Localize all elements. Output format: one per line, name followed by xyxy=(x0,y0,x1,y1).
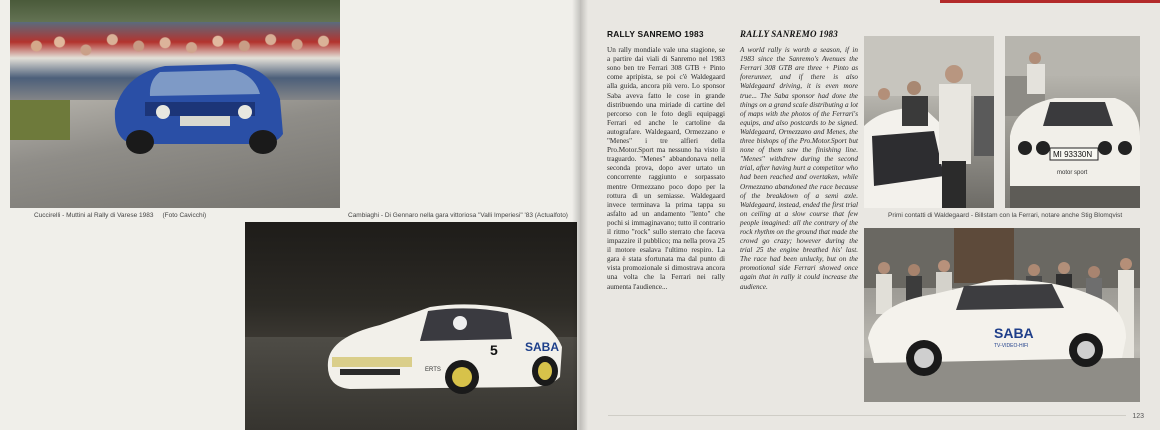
plate-text: MI 93330N xyxy=(1053,150,1093,159)
photo1-caption xyxy=(34,212,206,219)
photo2-caption: Cambiaghi - Di Gennaro nella gara vittoriosa "Valli Imperiesi" '83 (Actualfoto) xyxy=(348,212,568,219)
photo-waldegaard-group xyxy=(864,36,994,208)
car-sponsor-saba: SABA xyxy=(994,325,1034,341)
photo-blue-ferrari-varese xyxy=(10,0,340,208)
book-gutter xyxy=(572,0,588,430)
photo-ferrari-rear xyxy=(1005,36,1140,208)
car-sign-text: motor sport xyxy=(1057,170,1088,176)
top-red-strip xyxy=(940,0,1160,3)
blue-ferrari-car xyxy=(105,54,290,154)
group-scene xyxy=(864,36,994,208)
italian-text: Un rally mondiale vale una stagione, se a partire dai viali di Sanremo nel 1983 sono ben tre Ferrari 308 GTB + Pinto come apripista, se poi c'è Waldegaard alla guida, ancora più vero. Lo sponsor Saba aveva fatto le cose in grande distribuendo una miriade di cartine del percorso con le foto degli equipaggi Ferrari ed anche le cartoline da autografare. Waldegaard, Ormezzano e "Menes" i tre alfieri della Pro.Motor.Sport ma nessuno ha visto il traguardo. "Menes" abbandonava nella seconda prova, dopo aver urtato un concorrente raggiunto e sorpassato mentre Ormezzano poco dopo per la rottura di un semiasse. Waldegaard invece terminava la prima tappa su asfalto ad un andamento "lento" che pochi si immaginavano; tutto il contrario il ritmo "rock" sullo sterrato che faceva impazzire il pubblico; ma nella prova 25 il motore esalava l'ultimo respiro. La gara è stata sfortunata ma dal punto di vista promozionale si dimostrava ancora una volta che la Ferrari nei rally aumenta l'audience... xyxy=(607,46,725,291)
italian-column xyxy=(607,30,725,292)
photo1-caption-main: Cuccirelli - Muttini al Rally di Varese 1983 xyxy=(34,212,154,219)
ferrari-rear-scene xyxy=(1005,36,1140,208)
photo-white-ferrari-night xyxy=(245,222,577,430)
white-ferrari-saba-car xyxy=(320,277,570,402)
photo1-caption-credit: (Foto Cavicchi) xyxy=(162,212,207,219)
english-text: A world rally is worth a season, if in 1983 since the Sanremo's Avenues the Ferrari 308 GTB are three + Pinto as forerunner, and if there is also Waldegaard driving, it is even more true... The Saba sponsor had done the things on a grand scale distributing a lot of maps with the photos of the Ferrari's equips, and also postcards to be signed. Waldegaard, Ormezzano and Menes, the three bishops of the Pro.Motor.Sport but none of them saw the finishing line. "Menes" withdrew during the second trial, after having hurt a competitor who had been reached and overtaken, while Ormezzano abandoned the race because of the breakdown of a semi axle. Waldegaard, instead, ended the first trial on ceiling at a slow course that few people imagined: all the contrary of the rock rhythm on the ground that made the crowd go crazy; however during the trial 25 the engine breathed his' last. The race had been unlucky, but on the promotional side Ferrari showed once again that in rally it could increase the audience. xyxy=(740,46,858,291)
car-number-text: 5 xyxy=(490,342,498,358)
footer-rule xyxy=(608,415,1126,416)
car-sponsor2-text: ERTS xyxy=(425,367,441,373)
english-title: RALLY SANREMO 1983 xyxy=(740,29,838,39)
page-number: 123 xyxy=(1132,413,1144,420)
italian-title: RALLY SANREMO 1983 xyxy=(607,29,704,39)
crowd-car-scene xyxy=(864,228,1140,402)
car-sponsor-sub: TV-VIDEO-HIFI xyxy=(994,343,1029,349)
top-photos-caption: Primi contatti di Waldegaard - Billstam con la Ferrari, notare anche Stig Blomqvist xyxy=(888,212,1123,219)
photo-white-ferrari-crowd xyxy=(864,228,1140,402)
english-column xyxy=(740,30,858,292)
car-sponsor-text: SABA xyxy=(525,340,560,354)
grass-verge xyxy=(10,100,70,140)
